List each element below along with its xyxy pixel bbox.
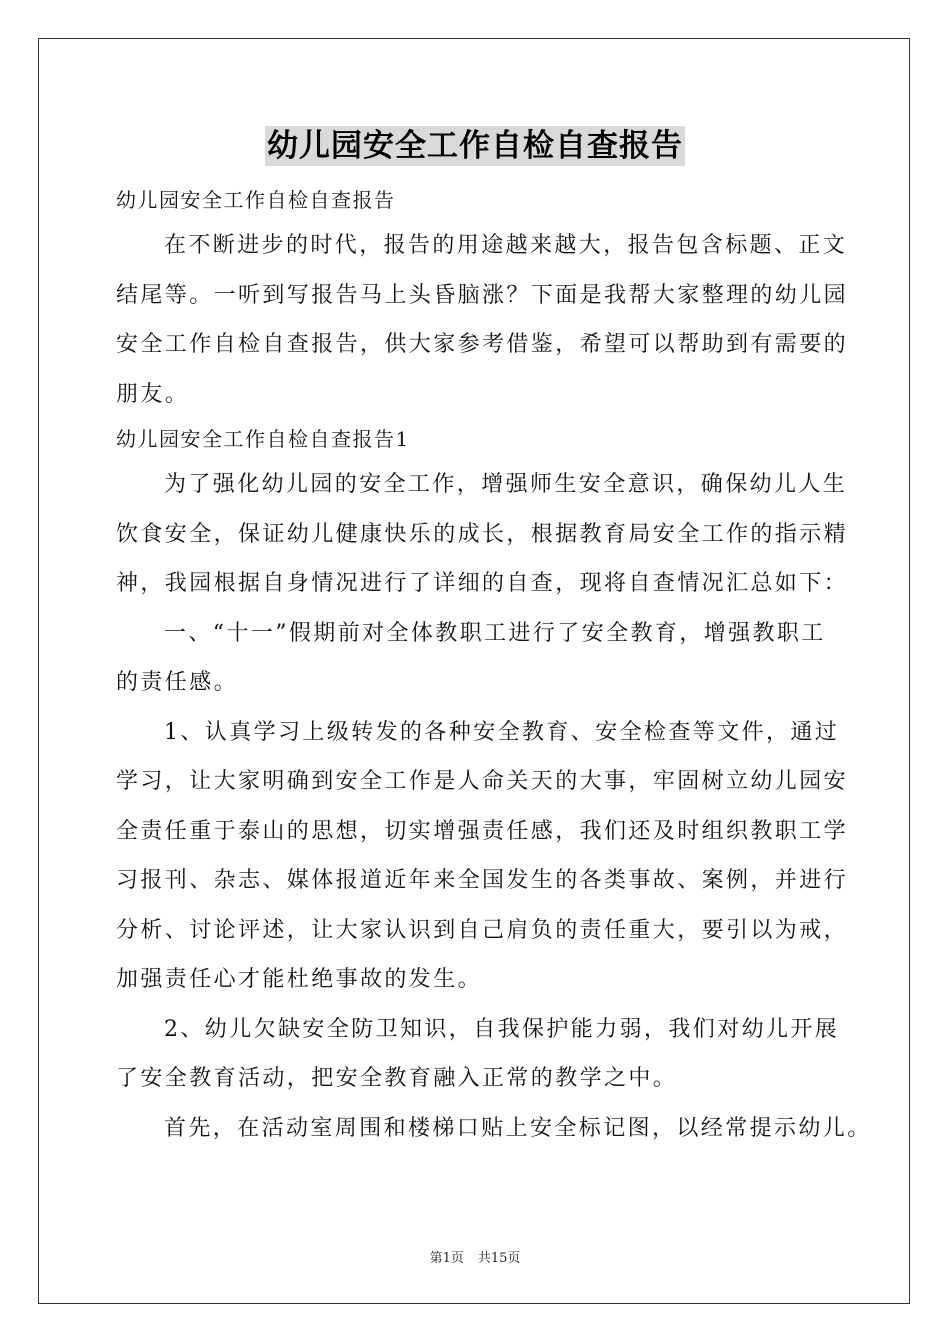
document-body <box>116 180 872 1153</box>
para1-line-2: 饮食安全，保证幼儿健康快乐的成长，根据教育局安全工作的指示精 <box>116 521 849 547</box>
para4-line-2: 了安全教育活动，把安全教育融入正常的教学之中。 <box>116 1066 678 1091</box>
para3-line-3: 全责任重于泰山的思想，切实增强责任感，我们还及时组织教职工学 <box>116 818 849 844</box>
para2-line-1: 一、“十一”假期前对全体教职工进行了安全教育，增强教职工 <box>164 620 826 646</box>
page-total: 共15页 <box>477 1251 521 1266</box>
para3-line-2: 学习，让大家明确到安全工作是人命关天的大事，牢固树立幼儿园安 <box>116 769 849 794</box>
document-subtitle: 幼儿园安全工作自检自查报告 <box>116 188 396 212</box>
para3-line-1: 1、认真学习上级转发的各种安全教育、安全检查等文件，通过 <box>164 719 840 745</box>
intro-line-3: 安全工作自检自查报告，供大家参考借鉴，希望可以帮助到有需要的 <box>116 332 849 357</box>
para3-line-5: 分析、讨论评述，让大家认识到自己肩负的责任重大，要引以为戒， <box>116 917 849 943</box>
title-wrap <box>0 126 950 166</box>
intro-line-4: 朋友。 <box>116 381 190 407</box>
page-footer <box>0 1247 950 1266</box>
para3-line-6: 加强责任心才能杜绝事故的发生。 <box>116 967 483 992</box>
section-heading: 幼儿园安全工作自检自查报告1 <box>116 427 410 451</box>
document-title: 幼儿园安全工作自检自查报告 <box>267 128 683 164</box>
intro-line-2: 结尾等。一听到写报告马上头昏脑涨？下面是我帮大家整理的幼儿园 <box>116 282 849 308</box>
para3-line-4: 习报刊、杂志、媒体报道近年来全国发生的各类事故、案例，并进行 <box>116 868 849 893</box>
page-number: 第1页 <box>429 1251 464 1266</box>
para1-line-3: 神，我园根据自身情况进行了详细的自查，现将自查情况汇总如下： <box>116 571 849 596</box>
para1-line-1: 为了强化幼儿园的安全工作，增强师生安全意识，确保幼儿人生 <box>164 472 848 497</box>
para4-line-1: 2、幼儿欠缺安全防卫知识，自我保护能力弱，我们对幼儿开展 <box>164 1016 840 1042</box>
para2-line-2: 的责任感。 <box>116 670 239 695</box>
intro-line-1: 在不断进步的时代，报告的用途越来越大，报告包含标题、正文 <box>164 233 848 258</box>
para5-line-1: 首先，在活动室周围和楼梯口贴上安全标记图，以经常提示幼儿。 <box>164 1115 872 1141</box>
